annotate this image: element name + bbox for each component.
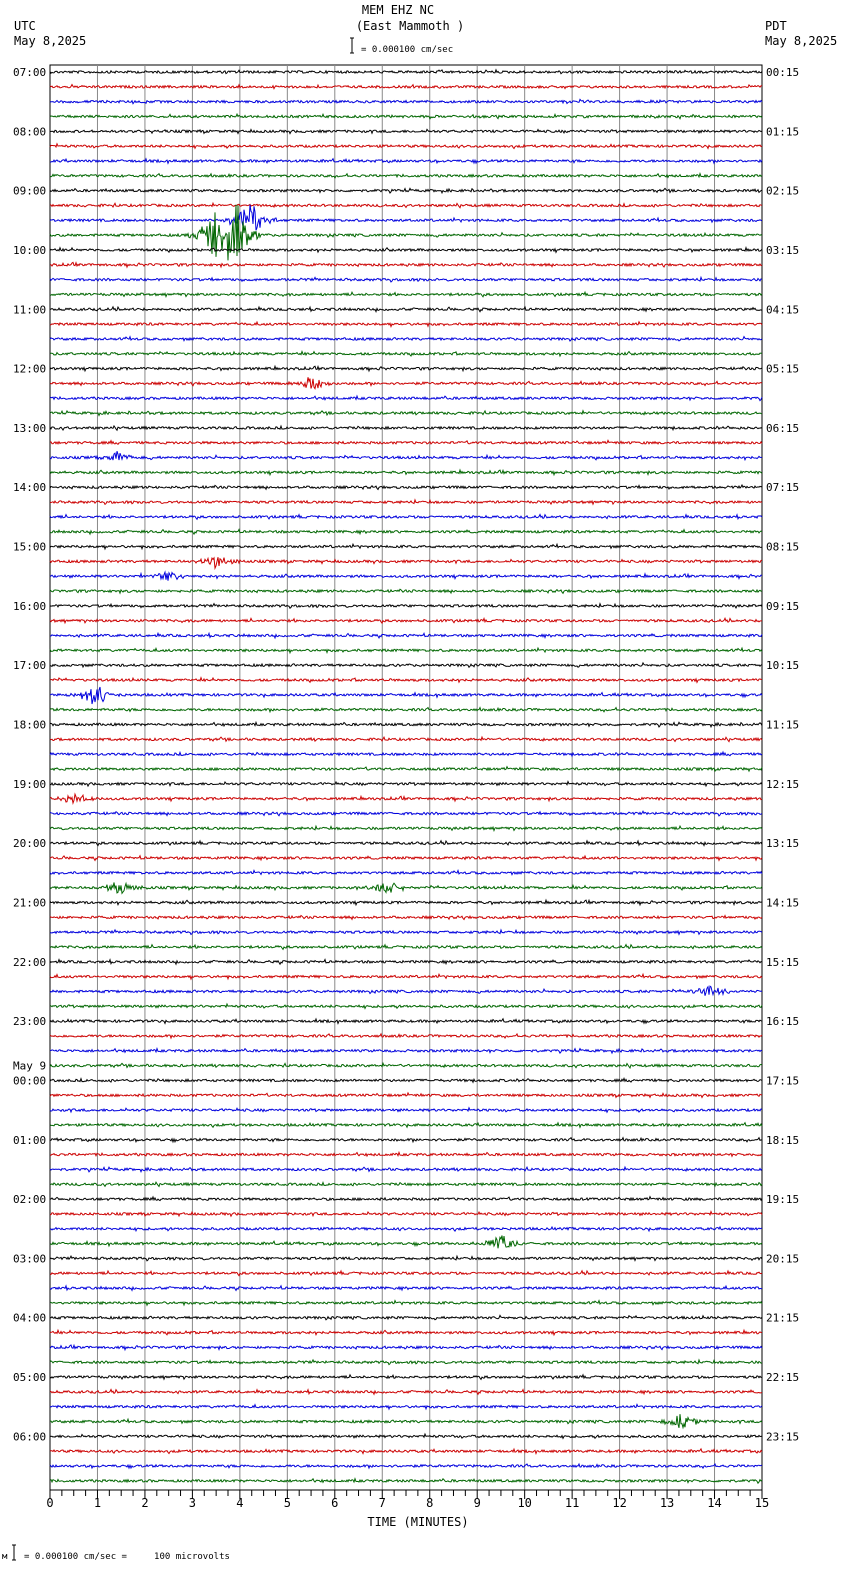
seismic-trace [50, 292, 762, 297]
seismic-trace [50, 1034, 762, 1038]
traces [50, 70, 762, 1483]
utc-hour-label: 16:00 [13, 599, 47, 613]
seismic-trace [50, 1212, 762, 1217]
seismic-trace [50, 1063, 762, 1068]
seismic-trace [50, 366, 762, 371]
utc-hour-label: 08:00 [13, 125, 47, 139]
seismic-trace [50, 930, 762, 935]
pdt-hour-label: 23:15 [766, 1430, 800, 1444]
utc-hour-label: 17:00 [13, 659, 47, 673]
seismic-trace [50, 687, 762, 704]
footer-scale-text: = 0.000100 cm/sec = 100 microvolts [24, 1552, 230, 1562]
utc-hour-label: 21:00 [13, 896, 47, 910]
seismic-trace [50, 1301, 762, 1306]
left-timezone: UTC [14, 19, 36, 33]
footer-prefix: м [2, 1552, 8, 1562]
x-tick-label: 12 [612, 1496, 627, 1510]
utc-hour-label: 18:00 [13, 718, 47, 732]
utc-hour-label: 01:00 [13, 1133, 47, 1147]
seismic-trace [50, 1182, 762, 1186]
pdt-hour-label: 21:15 [766, 1311, 800, 1325]
seismic-trace [50, 205, 762, 261]
seismic-trace [50, 900, 762, 905]
utc-hour-label: 15:00 [13, 540, 47, 554]
seismic-trace [50, 1004, 762, 1009]
seismic-trace [50, 1414, 762, 1428]
utc-hour-label: 12:00 [13, 362, 47, 376]
x-tick-label: 9 [473, 1496, 481, 1510]
station-title: MEM EHZ NC [361, 3, 435, 17]
seismic-trace [50, 883, 762, 894]
seismic-trace [50, 203, 762, 208]
seismic-trace [50, 826, 762, 830]
x-tick-label: 11 [564, 1496, 580, 1510]
seismic-trace [50, 678, 762, 683]
seismic-trace [50, 144, 762, 149]
x-tick-label: 8 [426, 1496, 434, 1510]
utc-hour-label: 02:00 [13, 1193, 47, 1207]
utc-hour-label: 13:00 [13, 421, 47, 435]
seismic-trace [50, 1093, 762, 1098]
seismic-trace [50, 1049, 762, 1054]
seismic-trace [50, 188, 762, 193]
pdt-hour-label: 16:15 [766, 1015, 800, 1029]
seismic-trace [50, 1375, 762, 1380]
seismic-trace [50, 974, 762, 979]
seismic-trace [50, 530, 762, 535]
utc-hour-label: 03:00 [13, 1252, 47, 1266]
scale-bar-icon [350, 38, 354, 53]
seismic-trace [50, 1404, 762, 1409]
pdt-hour-label: 04:15 [766, 303, 800, 317]
x-tick-label: 6 [331, 1496, 339, 1510]
x-axis [46, 1490, 769, 1510]
seismic-trace [50, 752, 762, 756]
seismic-trace [50, 1108, 762, 1112]
seismic-trace [50, 114, 762, 119]
pdt-hour-label: 00:15 [766, 66, 800, 79]
seismic-trace [50, 451, 762, 460]
seismic-trace [50, 1138, 762, 1142]
seismic-trace [50, 500, 762, 505]
pdt-hour-label: 19:15 [766, 1193, 800, 1207]
x-tick-label: 10 [517, 1496, 532, 1510]
x-tick-label: 15 [754, 1496, 770, 1510]
seismic-trace [50, 1271, 762, 1276]
seismic-trace [50, 277, 762, 282]
x-tick-label: 13 [659, 1496, 675, 1510]
seismic-trace [50, 1152, 762, 1156]
utc-hour-label: 23:00 [13, 1015, 47, 1029]
seismic-trace [50, 1345, 762, 1350]
seismic-trace [50, 1256, 762, 1261]
utc-hour-label: 10:00 [13, 243, 47, 257]
pdt-hour-label: 12:15 [766, 777, 800, 791]
seismic-trace [50, 945, 762, 950]
seismic-trace [50, 70, 762, 74]
seismic-trace [50, 708, 762, 712]
seismic-trace [50, 1227, 762, 1231]
x-tick-label: 5 [283, 1496, 291, 1510]
seismic-trace [50, 767, 762, 771]
x-axis-label: TIME (MINUTES) [367, 1515, 469, 1529]
seismic-trace [50, 1315, 762, 1319]
pdt-hour-label: 18:15 [766, 1133, 800, 1147]
pdt-hour-label: 20:15 [766, 1252, 800, 1266]
pdt-hour-label: 17:15 [766, 1074, 800, 1088]
seismic-trace [50, 1197, 762, 1201]
seismic-trace [50, 485, 762, 490]
utc-hour-label: 04:00 [13, 1311, 47, 1325]
pdt-hour-label: 07:15 [766, 481, 800, 495]
footer-scale-bar-icon [12, 1545, 16, 1560]
seismic-trace [50, 307, 762, 312]
pdt-hour-label: 13:15 [766, 837, 800, 851]
pdt-hour-label: 05:15 [766, 362, 800, 376]
seismic-trace [50, 1434, 762, 1438]
seismic-trace [50, 426, 762, 430]
utc-hour-label: 07:00 [13, 66, 47, 79]
seismic-trace [50, 174, 762, 178]
pdt-hour-label: 02:15 [766, 184, 800, 198]
pdt-hour-label: 08:15 [766, 540, 800, 554]
seismic-trace [50, 782, 762, 787]
pdt-hour-label: 22:15 [766, 1371, 800, 1385]
seismic-trace [50, 1330, 762, 1335]
seismic-trace [50, 99, 762, 103]
x-tick-label: 4 [236, 1496, 244, 1510]
seismic-trace [50, 1123, 762, 1128]
seismic-trace [50, 856, 762, 861]
seismic-trace [50, 1390, 762, 1395]
seismic-trace [50, 396, 762, 401]
seismic-trace [50, 1360, 762, 1365]
x-tick-label: 1 [93, 1496, 102, 1510]
seismic-trace [50, 794, 762, 803]
seismic-trace [50, 262, 762, 267]
seismic-trace [50, 352, 762, 357]
seismic-trace [50, 871, 762, 875]
utc-hour-label: 06:00 [13, 1430, 47, 1444]
seismic-trace [50, 1479, 762, 1484]
seismic-trace [50, 1286, 762, 1291]
seismic-trace [50, 337, 762, 341]
x-tick-label: 0 [46, 1496, 54, 1510]
seismic-trace [50, 841, 762, 846]
seismic-trace [50, 1236, 762, 1249]
right-timezone: PDT [765, 19, 787, 33]
seismic-trace [50, 633, 762, 638]
station-location: (East Mammoth ) [355, 19, 465, 33]
pdt-hour-label: 03:15 [766, 243, 800, 257]
seismic-trace [50, 1449, 762, 1454]
seismic-trace [50, 1464, 762, 1468]
utc-hour-label: 09:00 [13, 184, 47, 198]
right-date: May 8,2025 [765, 34, 838, 48]
seismic-trace [50, 544, 762, 549]
seismic-trace [50, 322, 762, 327]
seismic-trace [50, 811, 762, 816]
pdt-hour-label: 14:15 [766, 896, 800, 910]
seismic-trace [50, 159, 762, 164]
utc-hour-label: 20:00 [13, 837, 47, 851]
seismic-trace [50, 960, 762, 965]
left-date: May 8,2025 [14, 34, 87, 48]
utc-hour-label: 11:00 [13, 303, 47, 317]
seismic-trace [50, 1019, 762, 1024]
seismic-trace [50, 1167, 762, 1172]
seismic-trace [50, 648, 762, 653]
utc-hour-label: 00:00 [13, 1074, 47, 1088]
utc-hour-label: 05:00 [13, 1371, 47, 1385]
utc-hour-label: 19:00 [13, 777, 47, 791]
pdt-hour-label: 11:15 [766, 718, 800, 732]
seismic-trace [50, 1078, 762, 1082]
x-tick-label: 3 [188, 1496, 197, 1510]
seismic-trace [50, 916, 762, 920]
seismic-trace [50, 411, 762, 416]
seismic-trace [50, 377, 762, 388]
seismic-trace [50, 557, 762, 568]
x-tick-label: 7 [378, 1496, 386, 1510]
scale-text: = 0.000100 cm/sec [361, 45, 454, 55]
utc-hour-label: 14:00 [13, 481, 47, 495]
pdt-hour-label: 09:15 [766, 599, 800, 613]
seismic-trace [50, 618, 762, 623]
utc-hour-label: 22:00 [13, 955, 47, 969]
pdt-hour-label: 01:15 [766, 125, 800, 139]
pdt-hour-label: 15:15 [766, 955, 800, 969]
seismic-trace [50, 470, 762, 475]
seismic-trace [50, 129, 762, 133]
seismic-trace [50, 604, 762, 609]
seismic-trace [50, 737, 762, 742]
seismic-trace [50, 663, 762, 667]
seismic-trace [50, 85, 762, 89]
pdt-hour-label: 10:15 [766, 659, 800, 673]
seismic-trace [50, 205, 762, 231]
pdt-hour-label: 06:15 [766, 421, 800, 435]
seismic-trace [50, 248, 762, 253]
seismic-trace [50, 440, 762, 444]
seismic-trace [50, 572, 762, 581]
x-tick-label: 2 [141, 1496, 149, 1510]
x-tick-label: 14 [707, 1496, 722, 1510]
seismic-trace [50, 986, 762, 996]
date-change-label: May 9 [13, 1059, 47, 1073]
seismic-trace [50, 515, 762, 520]
seismic-trace [50, 722, 762, 727]
seismic-trace [50, 589, 762, 593]
